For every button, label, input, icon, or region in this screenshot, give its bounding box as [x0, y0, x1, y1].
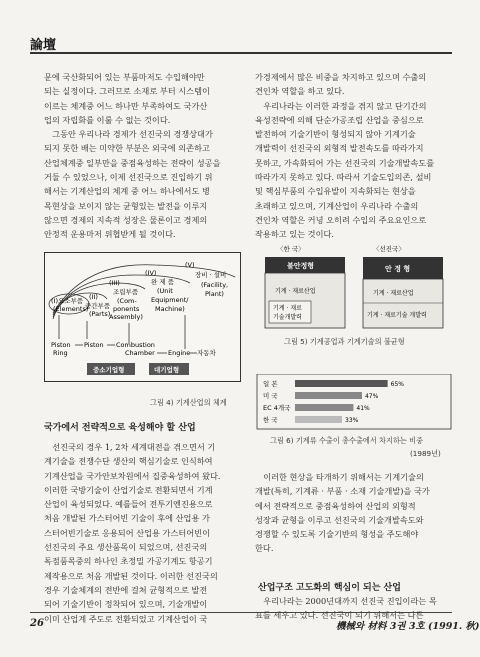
- text-line: 그동안 우리나라 경제가 선진국의 경쟁상대가: [44, 129, 213, 140]
- footer-rule: [30, 612, 452, 613]
- figure-4-diagram: [44, 252, 241, 382]
- label-i: (I)요소부품: [51, 297, 84, 305]
- label-iii-sub3: Assembly): [109, 313, 143, 321]
- text-line: 문에 국산화되어 있는 부품마저도 수입해야만: [44, 72, 205, 82]
- fig6-value-label: 33%: [345, 417, 359, 424]
- label-ii-sub: (Parts): [89, 310, 111, 318]
- text-line: 업의 자립화를 이룰 수 없는 것이다.: [44, 114, 171, 125]
- figure-6-year: (1989년): [410, 449, 441, 458]
- text-line: 작용하고 있는 것이다.: [255, 229, 334, 240]
- header-title: 論壇: [30, 38, 57, 53]
- text-line: 않으면 경제의 지속적 성장은 물론이고 경제의: [44, 214, 208, 225]
- figure-6-chart: [255, 374, 453, 430]
- figure-6-caption: 그림 6) 기계류 수출이 총수출에서 차지하는 비중: [270, 436, 424, 445]
- text-line: 되지 못한 배는 미약한 부분은 외국에 의존하고: [44, 143, 210, 154]
- label-iii-text: 조립부품: [113, 288, 139, 296]
- text-line: 되는 실정이다. 그러므로 소재로 부터 시스템이: [44, 86, 210, 97]
- text-line: 견인차 역할은 커녕 오히려 수입의 주요요인으로: [255, 214, 427, 225]
- right-column-text: [255, 70, 453, 242]
- label-iv-text: 완 제 품: [151, 278, 174, 286]
- text-line: 표를 세우고 있다. 선진국이 되기 위해서는 다른: [255, 610, 424, 621]
- fig6-category-label: 일 본: [263, 380, 278, 388]
- text-line: 개발력이 선진국의 외형적 발전속도를 따라가지: [255, 143, 424, 154]
- text-line: 독점품목중의 하나인 초정밀 가공기계도 항공기: [44, 556, 213, 567]
- text-line: 우리나라는 이러한 과정을 겪지 않고 단기간의: [255, 100, 427, 111]
- text-line: 목현상을 보이지 않는 균형있는 발전을 이루지: [44, 200, 208, 211]
- left-column-text-2: [44, 440, 240, 626]
- fig6-category-label: 한 국: [263, 416, 278, 424]
- text-line: 산업이 육성되었다. 예를들어 전투기엔진용으로: [44, 499, 213, 510]
- piston-ring-label-2: Ring: [53, 349, 68, 357]
- text-line: 이미 산업계 주도로 전환되었고 기계산업이 국: [44, 613, 208, 624]
- fig6-value-label: 41%: [356, 405, 370, 412]
- figure-5-caption: 그림 5) 기계공업과 기계기술의 불균형: [284, 337, 405, 346]
- label-i-sub: (Elements): [53, 305, 89, 313]
- left-column-text: [44, 70, 240, 242]
- text-line: 산업체계중 일부만을 중점육성하는 전략이 성공을: [44, 157, 221, 168]
- text-line: 거둘 수 있었으나, 이제 선진국으로 진입하기 위: [44, 172, 213, 183]
- fig5-adv-body: [363, 279, 443, 328]
- fig6-bar: [295, 380, 388, 387]
- label-iii-sub2: ponents: [113, 305, 140, 313]
- text-line: 이르는 체계중 어느 하나만 부족하여도 국가산: [44, 100, 208, 111]
- text-line: 처음 개발된 가스터어빈 기술이 후에 산업용 가: [44, 513, 210, 524]
- sme-label: 중소기업형: [93, 366, 125, 374]
- label-iii: (III): [109, 279, 120, 287]
- piston-ring-label: Piston: [51, 341, 71, 349]
- piston-label: Piston: [84, 341, 104, 349]
- text-line: 성장과 균형을 이루고 선진국의 기술개발속도와: [255, 514, 424, 525]
- right-column-text-2: [255, 470, 453, 556]
- fig5-korea-row2a: 기계 · 재료: [273, 305, 302, 312]
- fig5-korea-row1: 기계 · 재료산업: [275, 288, 316, 295]
- figure-4-caption: 그림 4) 기계산업의 체계: [150, 398, 227, 407]
- journal-title: 機械와 材料 3권 3호 (1991. 秋): [336, 621, 480, 632]
- fig5-korea-label: 〈한 국〉: [277, 245, 305, 253]
- figure-5-svg: [255, 243, 453, 333]
- text-line: 개발(특히, 기계류 · 부품 · 소재 기술개발)을 국가: [255, 486, 430, 497]
- engine-label: Engine: [168, 349, 191, 357]
- text-line: 육성전략에 의해 단순가공조립 산업을 중심으로: [255, 114, 424, 125]
- label-v-text: 장비 · 설비: [195, 271, 227, 279]
- text-line: 에서 전략적으로 중점육성하여 산업의 외형적: [255, 500, 416, 511]
- text-line: 초래하고 있으며, 기계산업이 우리나라 수출의: [255, 200, 419, 211]
- text-line: 선진국의 주요 생산품목이 되었으며, 선진국의: [44, 542, 208, 553]
- chamber-label: Chamber: [125, 349, 155, 357]
- figure-4-svg: [45, 253, 240, 381]
- label-iv: (IV): [145, 269, 157, 277]
- text-line: 선진국의 경우 1, 2차 세계대전을 겪으면서 기: [44, 442, 216, 452]
- text-line: 이러한 국방기술이 산업기술로 전환되면서 기계: [44, 484, 213, 495]
- auto-label: 자동차: [197, 349, 216, 357]
- page-number: 26: [30, 618, 44, 629]
- text-line: 가경제에서 많은 비중을 차지하고 있으며 수출의: [255, 72, 427, 82]
- fig6-bar: [295, 416, 342, 423]
- text-line: 안정적 운용마저 위협받게 될 것이다.: [44, 229, 176, 240]
- label-ii-text: 중간부품: [85, 302, 111, 310]
- label-v-sub1: (Facility,: [201, 281, 229, 289]
- figure-6-svg: [255, 374, 453, 430]
- text-line: 계기술을 전쟁수단 생산의 핵심기술로 인식하여: [44, 456, 213, 467]
- text-line: 제작용으로 처음 개발된 것이다. 이러한 선진국의: [44, 570, 218, 581]
- label-iii-sub1: (Com-: [117, 297, 137, 305]
- text-line: 견인차 역할을 하고 있다.: [255, 86, 345, 97]
- label-iv-sub2: Equipment/: [151, 296, 189, 304]
- fig6-bar: [295, 404, 353, 411]
- text-line: 해서는 기계산업의 체계 중 어느 하나에서도 병: [44, 186, 210, 197]
- label-iv-sub3: Machine): [155, 305, 185, 313]
- section-heading-1: 국가에서 전략적으로 육성해야 할 산업: [44, 423, 196, 433]
- text-line: 스터어빈기술로 응용되어 산업용 가스터어빈이: [44, 527, 210, 538]
- label-ii: (II): [89, 293, 98, 301]
- text-line: 따라가지 못하고 있다. 따라서 기술도입의존, 설비: [255, 172, 432, 183]
- fig5-adv-row1: 기계 · 재료산업: [373, 290, 414, 297]
- header-rule: [30, 34, 452, 54]
- fig5-korea-box-label: 불안정형: [287, 262, 315, 270]
- text-line: 한다.: [255, 543, 274, 554]
- text-line: 발전하여 기술기반이 형성되지 않아 기계기술: [255, 129, 416, 140]
- fig6-value-label: 47%: [364, 393, 379, 400]
- text-line: 기계산업을 국가안보차원에서 집중육성하여 왔다.: [44, 470, 221, 481]
- text-line: 및 핵심부품의 수입유발이 지속화되는 현상을: [255, 186, 416, 197]
- text-line: 되어 기술기반이 정착되어 있으며, 기술개발이: [44, 599, 208, 610]
- fig6-value-label: 65%: [390, 381, 404, 388]
- text-line: 경우 기술체계의 전반에 걸쳐 균형적으로 발전: [44, 584, 208, 595]
- fig5-adv-row2: 기계 · 재료기술 개발력: [367, 312, 427, 319]
- text-line: 경쟁할 수 있도록 기술기반의 형성을 주도해야: [255, 529, 419, 540]
- text-line: 못하고, 가속화되어 가는 선진국의 기술개발속도를: [255, 157, 435, 168]
- label-v: (V): [185, 261, 195, 269]
- text-line: 우리나라는 2000년대까지 선진국 진입이라는 목: [255, 596, 437, 606]
- fig6-category-label: 미 국: [263, 392, 278, 400]
- label-iv-sub1: (Unit: [157, 287, 173, 295]
- combustion-label: Combustion: [116, 341, 155, 349]
- fig5-advanced-label: 〈선진국〉: [373, 245, 405, 253]
- text-line: 이러한 현상을 타개하기 위해서는 기계기술의: [255, 472, 424, 482]
- fig6-bar: [295, 392, 362, 399]
- fig5-korea-row2b: 기술개발력: [273, 314, 302, 321]
- large-label: 대기업형: [154, 366, 180, 374]
- label-v-sub2: Plant): [205, 290, 224, 298]
- section-heading-2: 산업구조 고도화의 핵심이 되는 산업: [258, 583, 401, 593]
- fig5-adv-box-label: 안 정 형: [385, 265, 411, 273]
- fig6-category-label: EC 4개국: [263, 404, 291, 412]
- figure-5-diagram: [255, 243, 453, 371]
